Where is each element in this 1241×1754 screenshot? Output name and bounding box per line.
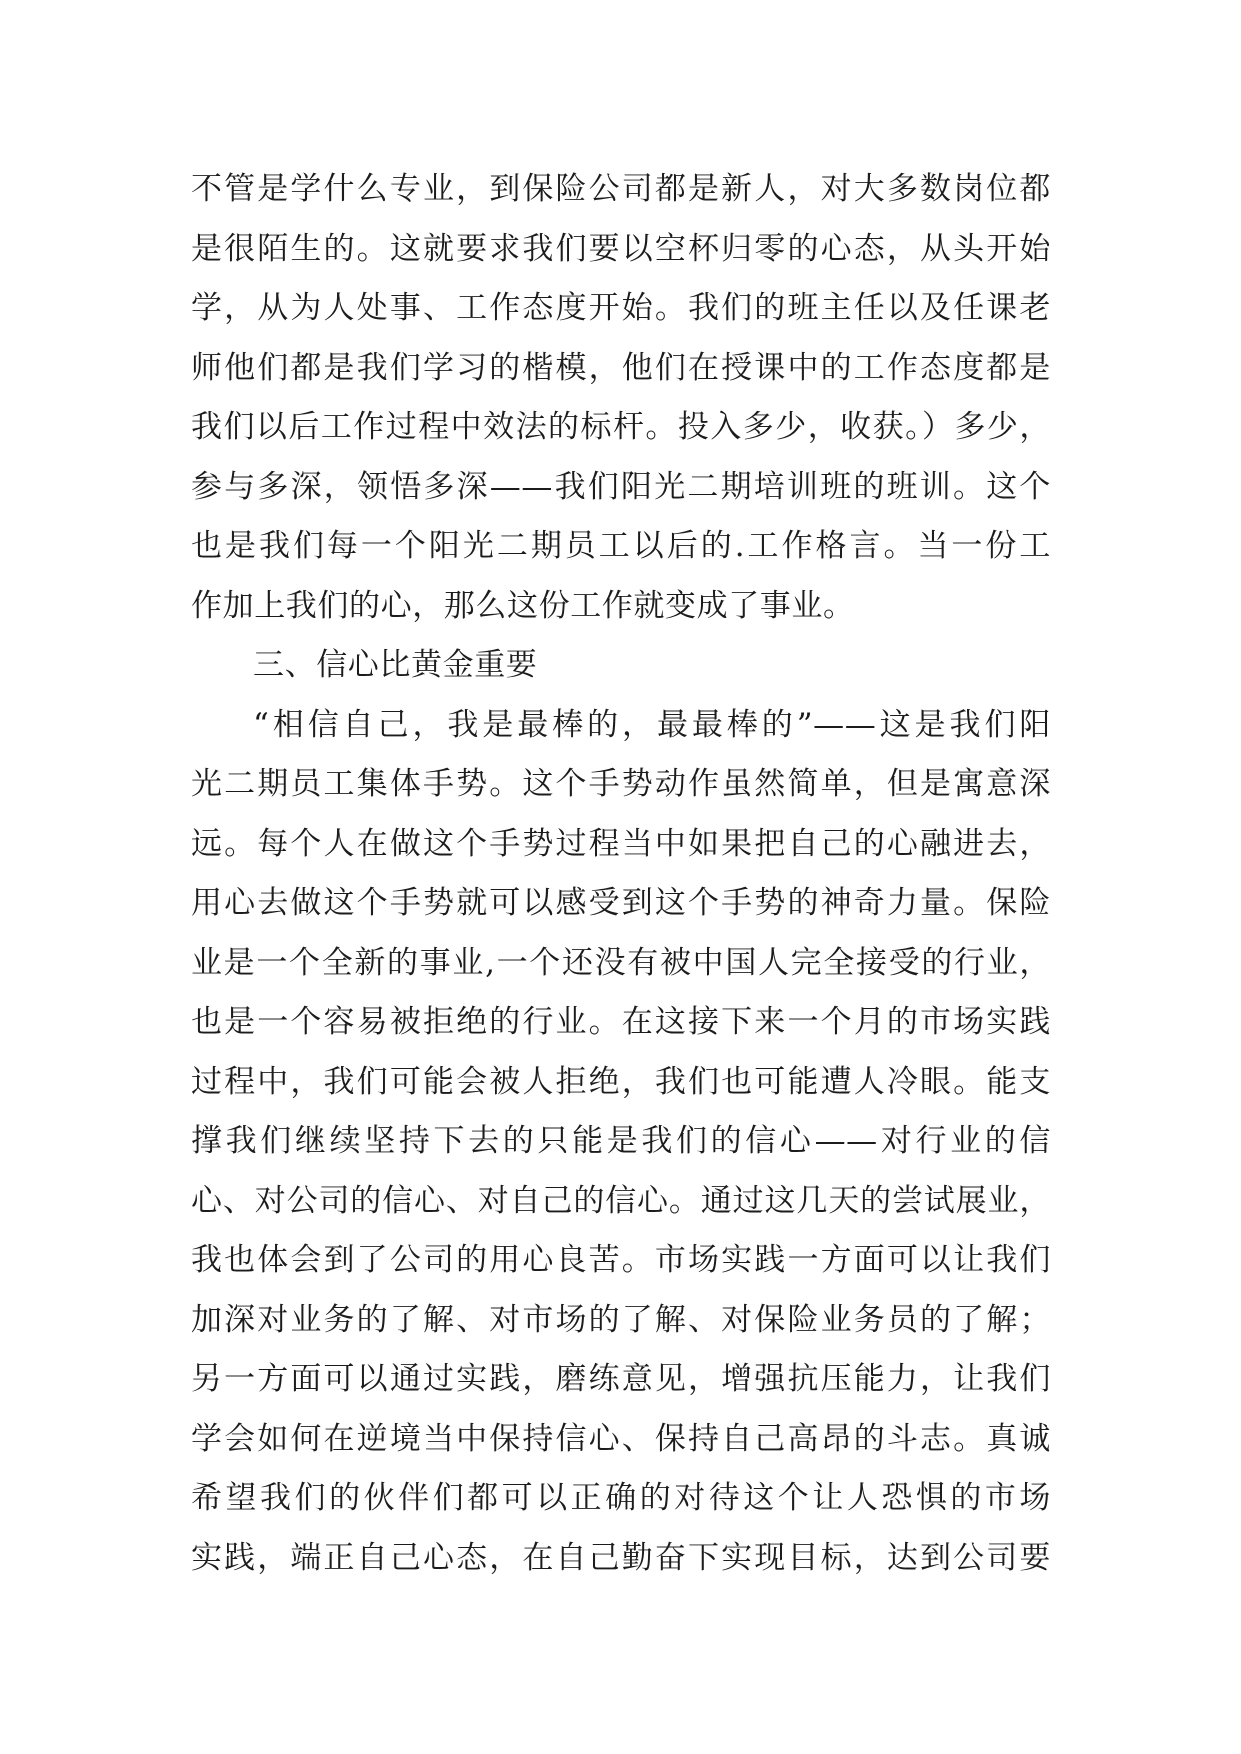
section-heading: 三、信心比黄金重要 xyxy=(253,647,538,683)
text-line: 另一方面可以通过实践，磨练意见，增强抗压能力，让我们 xyxy=(191,1361,1051,1397)
text-line: 学会如何在逆境当中保持信心、保持自己高昂的斗志。真诚 xyxy=(191,1420,1051,1457)
text-line: 加深对业务的了解、对市场的了解、对保险业务员的了解； xyxy=(191,1301,1051,1338)
text-line: 希望我们的伙伴们都可以正确的对待这个让人恐惧的市场 xyxy=(191,1480,1051,1516)
text-line: 撑我们继续坚持下去的只能是我们的信心——对行业的信 xyxy=(191,1123,1051,1159)
text-line: 我也体会到了公司的用心良苦。市场实践一方面可以让我们 xyxy=(191,1242,1051,1278)
body-text xyxy=(191,160,1051,1588)
text-line: 是很陌生的。这就要求我们要以空杯归零的心态，从头开始 xyxy=(191,230,1051,267)
paragraph-first-line: “相信自己，我是最棒的，最最棒的”——这是我们阳 xyxy=(253,706,1051,743)
text-line: 我们以后工作过程中效法的标杆。投入多少，收获。）多少， xyxy=(191,409,1051,445)
text-line: 参与多深，领悟多深——我们阳光二期培训班的班训。这个 xyxy=(191,468,1051,505)
text-line: 实践，端正自己心态，在自己勤奋下实现目标，达到公司要 xyxy=(191,1539,1051,1576)
text-line: 也是一个容易被拒绝的行业。在这接下来一个月的市场实践 xyxy=(191,1004,1051,1040)
text-line: 业是一个全新的事业,一个还没有被中国人完全接受的行业， xyxy=(191,944,1051,981)
text-line: 心、对公司的信心、对自己的信心。通过这几天的尝试展业， xyxy=(191,1182,1051,1219)
text-line: 不管是学什么专业，到保险公司都是新人，对大多数岗位都 xyxy=(191,171,1051,207)
text-line: 远。每个人在做这个手势过程当中如果把自己的心融进去， xyxy=(191,825,1051,862)
text-line: 师他们都是我们学习的楷模，他们在授课中的工作态度都是 xyxy=(191,349,1051,386)
text-line: 也是我们每一个阳光二期员工以后的.工作格言。当一份工 xyxy=(191,528,1051,564)
text-line: 学，从为人处事、工作态度开始。我们的班主任以及任课老 xyxy=(191,290,1051,326)
text-line: 用心去做这个手势就可以感受到这个手势的神奇力量。保险 xyxy=(191,885,1051,921)
text-line: 光二期员工集体手势。这个手势动作虽然简单，但是寓意深 xyxy=(191,766,1051,802)
text-line: 过程中，我们可能会被人拒绝，我们也可能遭人冷眼。能支 xyxy=(191,1063,1051,1100)
text-line: 作加上我们的心，那么这份工作就变成了事业。 xyxy=(191,587,855,624)
